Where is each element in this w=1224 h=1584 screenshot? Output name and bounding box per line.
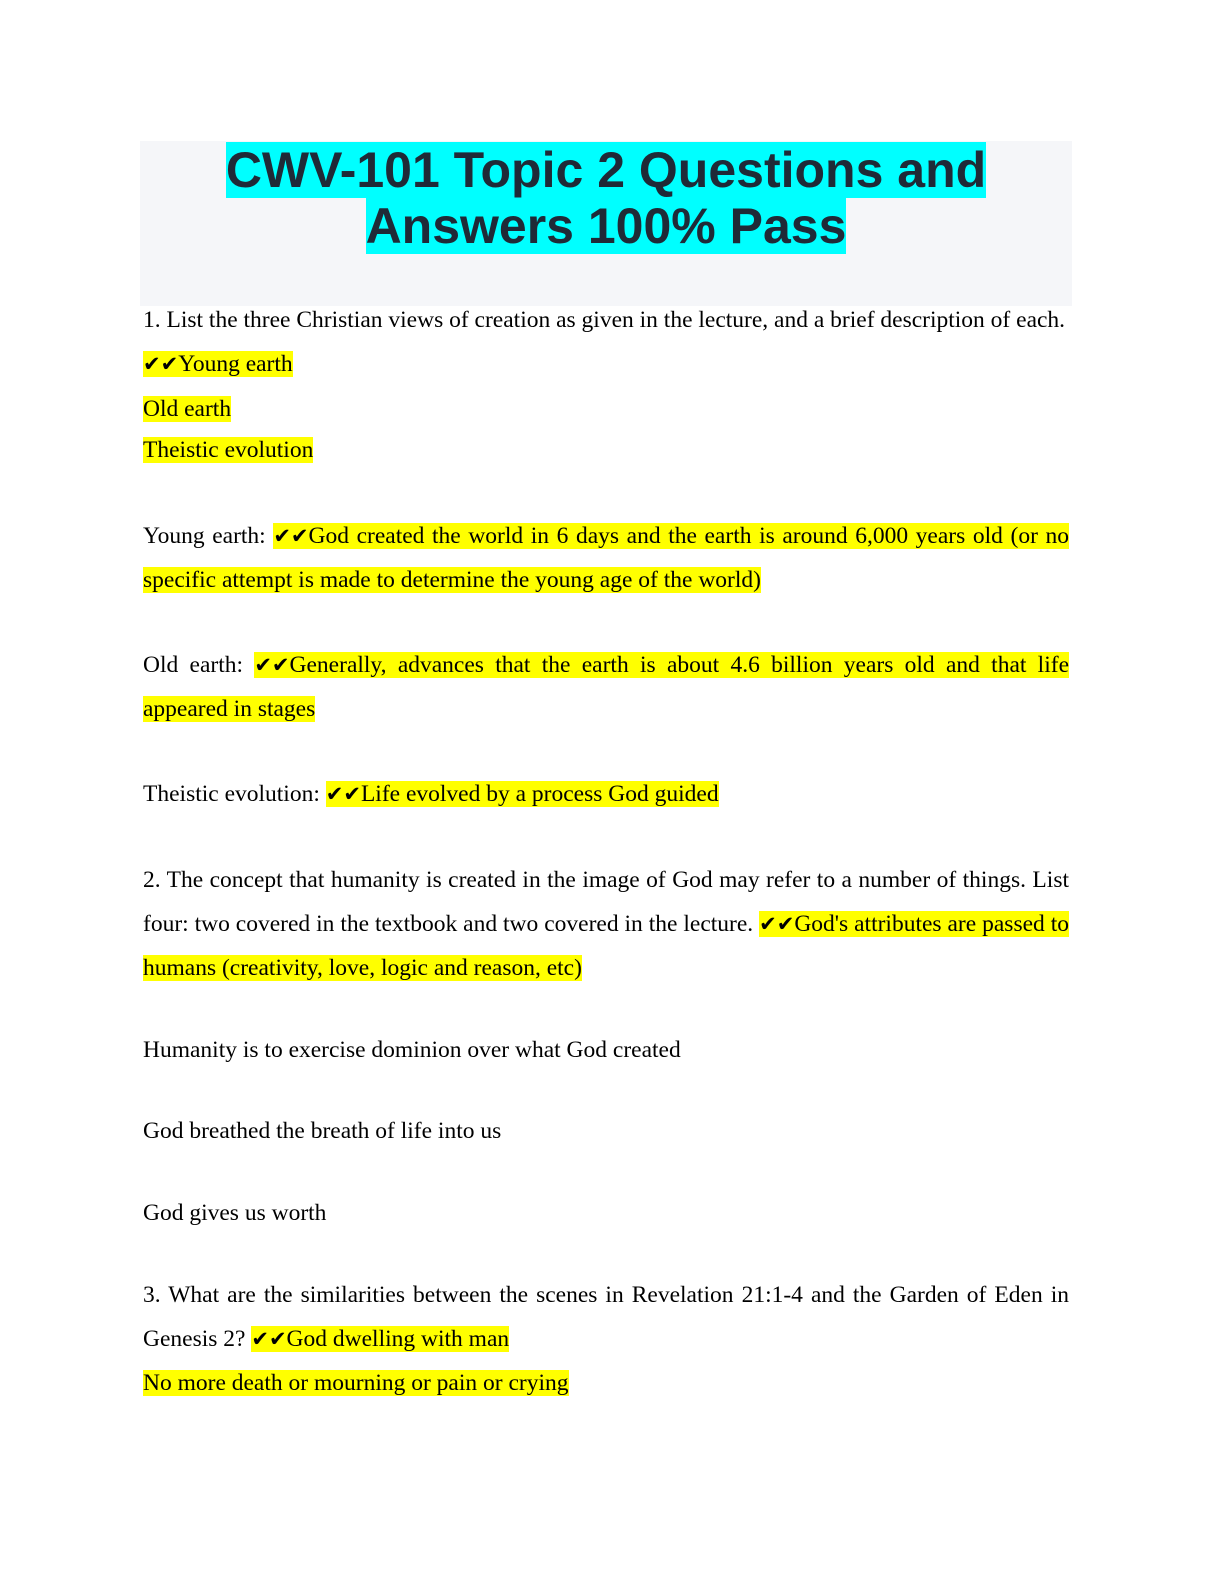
q1-answer-young-earth: ✔✔Young earth: [143, 351, 293, 377]
q1-answer-theistic-evolution: Theistic evolution: [143, 437, 314, 463]
question-3: 3. What are the similarities between the scenes in Revelation 21:1-4 and the Garden of Eden in Genesis 2? ✔✔God dwelling with man: [143, 1282, 1069, 1352]
title-banner: [140, 141, 1072, 306]
checkmark-icon: ✔✔: [143, 352, 179, 376]
question-1: 1. List the three Christian views of creation as given in the lecture, and a brief description of each.: [143, 307, 1066, 333]
checkmark-icon: ✔✔: [273, 524, 309, 548]
q1-old-earth-description: Old earth: ✔✔Generally, advances that the earth is about 4.6 billion years old and that life appeared in stages: [143, 652, 1069, 722]
q1-theistic-evolution-description: Theistic evolution: ✔✔Life evolved by a process God guided: [143, 781, 719, 807]
q3-answer-no-more-death: No more death or mourning or pain or crying: [143, 1370, 569, 1396]
title-line-1: CWV-101 Topic 2 Questions and: [225, 142, 987, 198]
q1-young-earth-description: Young earth: ✔✔God created the world in 6 days and the earth is around 6,000 years old (or no specific attempt is made to determine the young age of the world): [143, 523, 1069, 593]
checkmark-icon: ✔✔: [251, 1327, 287, 1351]
q2-answer-breath-of-life: God breathed the breath of life into us: [143, 1118, 502, 1144]
checkmark-icon: ✔✔: [759, 912, 795, 936]
question-2: 2. The concept that humanity is created in the image of God may refer to a number of things. List four: two covered in the textbook and two covered in the lecture. ✔✔God's attributes are passed to humans (creativity, love, logic and reason, etc): [143, 867, 1069, 981]
title-line-2: Answers 100% Pass: [365, 198, 847, 254]
q2-answer-dominion: Humanity is to exercise dominion over what God created: [143, 1037, 681, 1063]
document-title: [140, 142, 1072, 254]
q2-answer-worth: God gives us worth: [143, 1200, 327, 1226]
checkmark-icon: ✔✔: [254, 653, 290, 677]
q1-answer-old-earth: Old earth: [143, 396, 232, 422]
checkmark-icon: ✔✔: [325, 782, 361, 806]
